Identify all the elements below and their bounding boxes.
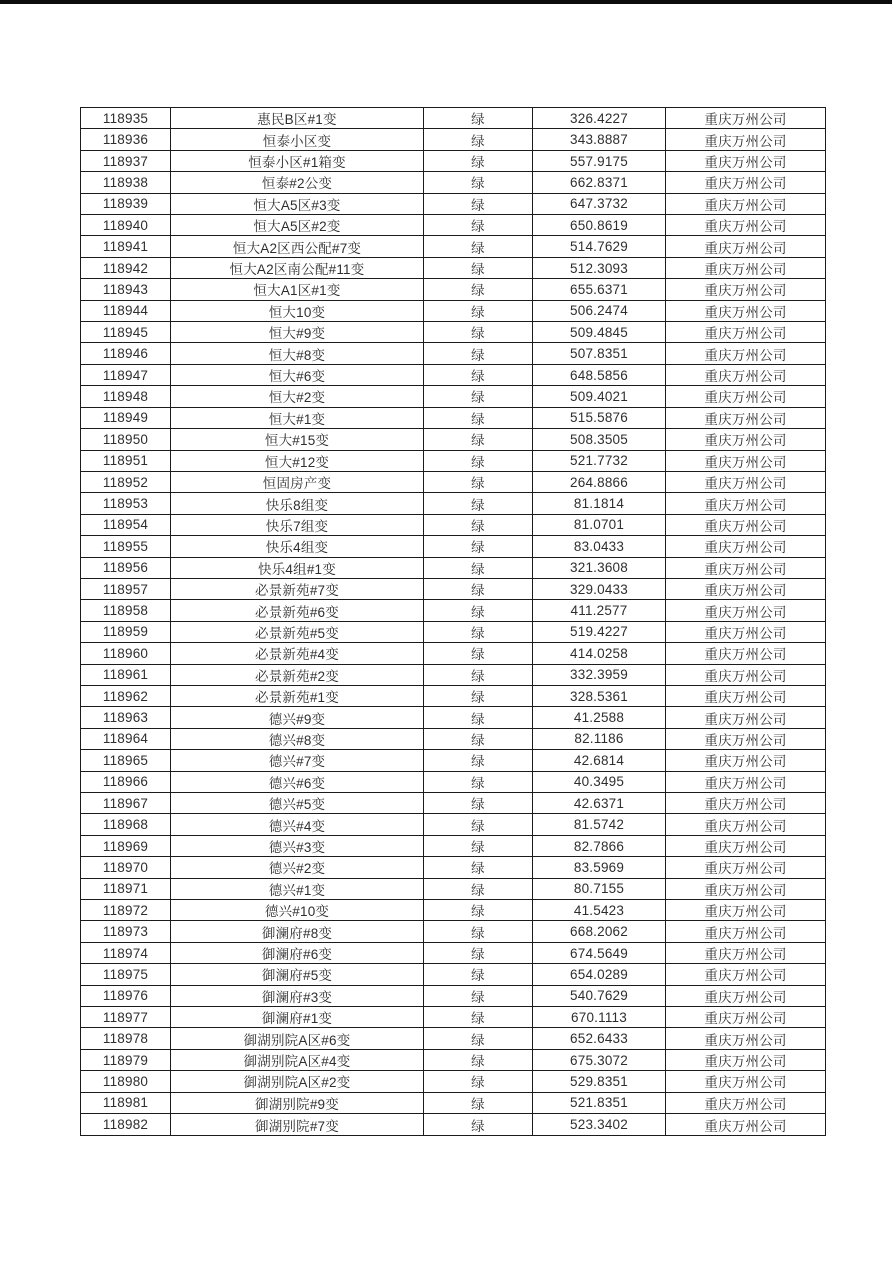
cell-value: 540.7629 (533, 985, 666, 1006)
table-row (81, 193, 826, 214)
cell-id: 118963 (81, 707, 171, 728)
cell-company: 重庆万州公司 (666, 578, 826, 599)
cell-status: 绿 (424, 685, 533, 706)
cell-status: 绿 (424, 942, 533, 963)
cell-name: 恒固房产变 (171, 471, 424, 492)
cell-id: 118938 (81, 172, 171, 193)
table-row (81, 921, 826, 942)
cell-name: 恒泰小区变 (171, 129, 424, 150)
cell-value: 650.8619 (533, 215, 666, 236)
cell-name: 御湖别院A区#2变 (171, 1071, 424, 1092)
cell-id: 118935 (81, 108, 171, 129)
cell-id: 118965 (81, 750, 171, 771)
cell-status: 绿 (424, 707, 533, 728)
cell-id: 118941 (81, 236, 171, 257)
cell-company: 重庆万州公司 (666, 1071, 826, 1092)
table-row (81, 835, 826, 856)
cell-value: 521.7732 (533, 450, 666, 471)
cell-status: 绿 (424, 857, 533, 878)
cell-status: 绿 (424, 600, 533, 621)
cell-value: 652.6433 (533, 1028, 666, 1049)
cell-value: 411.2577 (533, 600, 666, 621)
cell-name: 恒大10变 (171, 300, 424, 321)
cell-id: 118971 (81, 878, 171, 899)
table-row (81, 364, 826, 385)
transformer-data-table (80, 107, 826, 1136)
cell-name: 御澜府#6变 (171, 942, 424, 963)
cell-value: 508.3505 (533, 429, 666, 450)
cell-id: 118960 (81, 643, 171, 664)
cell-company: 重庆万州公司 (666, 343, 826, 364)
cell-value: 647.3732 (533, 193, 666, 214)
cell-value: 655.6371 (533, 279, 666, 300)
cell-id: 118943 (81, 279, 171, 300)
cell-value: 515.5876 (533, 407, 666, 428)
cell-status: 绿 (424, 643, 533, 664)
cell-status: 绿 (424, 1049, 533, 1070)
cell-value: 523.3402 (533, 1114, 666, 1136)
table-row (81, 643, 826, 664)
cell-company: 重庆万州公司 (666, 364, 826, 385)
cell-value: 80.7155 (533, 878, 666, 899)
cell-status: 绿 (424, 985, 533, 1006)
cell-id: 118978 (81, 1028, 171, 1049)
cell-value: 321.3608 (533, 557, 666, 578)
cell-name: 德兴#9变 (171, 707, 424, 728)
cell-name: 德兴#2变 (171, 857, 424, 878)
cell-status: 绿 (424, 193, 533, 214)
cell-value: 83.5969 (533, 857, 666, 878)
cell-status: 绿 (424, 814, 533, 835)
cell-value: 529.8351 (533, 1071, 666, 1092)
cell-status: 绿 (424, 129, 533, 150)
cell-company: 重庆万州公司 (666, 193, 826, 214)
table-row (81, 685, 826, 706)
cell-id: 118951 (81, 450, 171, 471)
cell-company: 重庆万州公司 (666, 236, 826, 257)
table-row (81, 407, 826, 428)
cell-value: 41.5423 (533, 900, 666, 921)
table-row (81, 750, 826, 771)
cell-id: 118946 (81, 343, 171, 364)
cell-value: 332.3959 (533, 664, 666, 685)
cell-id: 118945 (81, 322, 171, 343)
cell-company: 重庆万州公司 (666, 257, 826, 278)
table-row (81, 300, 826, 321)
cell-id: 118939 (81, 193, 171, 214)
cell-company: 重庆万州公司 (666, 514, 826, 535)
cell-name: 恒大A2区西公配#7变 (171, 236, 424, 257)
cell-status: 绿 (424, 793, 533, 814)
cell-status: 绿 (424, 108, 533, 129)
table-row (81, 471, 826, 492)
cell-company: 重庆万州公司 (666, 215, 826, 236)
cell-status: 绿 (424, 407, 533, 428)
cell-value: 519.4227 (533, 621, 666, 642)
cell-status: 绿 (424, 450, 533, 471)
table-row (81, 514, 826, 535)
cell-name: 德兴#8变 (171, 728, 424, 749)
cell-name: 德兴#10变 (171, 900, 424, 921)
cell-name: 恒大#15变 (171, 429, 424, 450)
table-row (81, 279, 826, 300)
cell-id: 118976 (81, 985, 171, 1006)
cell-id: 118981 (81, 1092, 171, 1113)
table-row (81, 236, 826, 257)
cell-status: 绿 (424, 236, 533, 257)
table-row (81, 172, 826, 193)
cell-value: 512.3093 (533, 257, 666, 278)
cell-value: 82.7866 (533, 835, 666, 856)
cell-company: 重庆万州公司 (666, 621, 826, 642)
cell-id: 118957 (81, 578, 171, 599)
table-row (81, 429, 826, 450)
cell-status: 绿 (424, 835, 533, 856)
cell-name: 恒泰#2公变 (171, 172, 424, 193)
cell-name: 御湖别院A区#6变 (171, 1028, 424, 1049)
table-row (81, 493, 826, 514)
table-row (81, 728, 826, 749)
cell-id: 118944 (81, 300, 171, 321)
cell-value: 654.0289 (533, 964, 666, 985)
cell-id: 118937 (81, 150, 171, 171)
cell-company: 重庆万州公司 (666, 835, 826, 856)
cell-company: 重庆万州公司 (666, 1092, 826, 1113)
cell-name: 御澜府#1变 (171, 1007, 424, 1028)
cell-company: 重庆万州公司 (666, 964, 826, 985)
cell-company: 重庆万州公司 (666, 493, 826, 514)
cell-status: 绿 (424, 1007, 533, 1028)
cell-value: 329.0433 (533, 578, 666, 599)
table-row (81, 343, 826, 364)
cell-name: 惠民B区#1变 (171, 108, 424, 129)
cell-id: 118982 (81, 1114, 171, 1136)
cell-company: 重庆万州公司 (666, 1114, 826, 1136)
cell-status: 绿 (424, 172, 533, 193)
cell-status: 绿 (424, 900, 533, 921)
cell-status: 绿 (424, 536, 533, 557)
cell-company: 重庆万州公司 (666, 471, 826, 492)
cell-company: 重庆万州公司 (666, 643, 826, 664)
cell-value: 264.8866 (533, 471, 666, 492)
cell-value: 343.8887 (533, 129, 666, 150)
table-row (81, 386, 826, 407)
cell-status: 绿 (424, 878, 533, 899)
cell-id: 118942 (81, 257, 171, 278)
cell-company: 重庆万州公司 (666, 793, 826, 814)
cell-id: 118952 (81, 471, 171, 492)
cell-company: 重庆万州公司 (666, 322, 826, 343)
cell-id: 118936 (81, 129, 171, 150)
cell-status: 绿 (424, 150, 533, 171)
cell-value: 648.5856 (533, 364, 666, 385)
table-row (81, 450, 826, 471)
cell-status: 绿 (424, 300, 533, 321)
cell-status: 绿 (424, 621, 533, 642)
cell-status: 绿 (424, 557, 533, 578)
cell-company: 重庆万州公司 (666, 878, 826, 899)
cell-company: 重庆万州公司 (666, 942, 826, 963)
cell-company: 重庆万州公司 (666, 707, 826, 728)
cell-id: 118955 (81, 536, 171, 557)
cell-name: 恒大A5区#2变 (171, 215, 424, 236)
cell-company: 重庆万州公司 (666, 857, 826, 878)
cell-name: 御湖别院#9变 (171, 1092, 424, 1113)
table-row (81, 557, 826, 578)
cell-name: 恒大A2区南公配#11变 (171, 257, 424, 278)
cell-name: 快乐7组变 (171, 514, 424, 535)
cell-status: 绿 (424, 771, 533, 792)
cell-id: 118953 (81, 493, 171, 514)
table-row (81, 707, 826, 728)
table-row (81, 215, 826, 236)
cell-value: 83.0433 (533, 536, 666, 557)
cell-company: 重庆万州公司 (666, 536, 826, 557)
cell-company: 重庆万州公司 (666, 664, 826, 685)
table-row (81, 322, 826, 343)
cell-id: 118973 (81, 921, 171, 942)
table-row (81, 1071, 826, 1092)
table-row (81, 964, 826, 985)
table-row (81, 771, 826, 792)
cell-id: 118966 (81, 771, 171, 792)
cell-value: 506.2474 (533, 300, 666, 321)
cell-company: 重庆万州公司 (666, 750, 826, 771)
cell-name: 快乐4组#1变 (171, 557, 424, 578)
cell-name: 德兴#1变 (171, 878, 424, 899)
cell-value: 42.6814 (533, 750, 666, 771)
cell-id: 118962 (81, 685, 171, 706)
cell-status: 绿 (424, 1028, 533, 1049)
cell-company: 重庆万州公司 (666, 1028, 826, 1049)
table-row (81, 857, 826, 878)
cell-id: 118969 (81, 835, 171, 856)
table-row (81, 621, 826, 642)
cell-value: 509.4021 (533, 386, 666, 407)
cell-name: 恒大A5区#3变 (171, 193, 424, 214)
cell-name: 必景新苑#4变 (171, 643, 424, 664)
cell-value: 674.5649 (533, 942, 666, 963)
table-body (81, 108, 826, 1136)
cell-status: 绿 (424, 364, 533, 385)
cell-name: 恒大#9变 (171, 322, 424, 343)
cell-company: 重庆万州公司 (666, 921, 826, 942)
table-row (81, 814, 826, 835)
table-row (81, 257, 826, 278)
cell-id: 118974 (81, 942, 171, 963)
cell-name: 德兴#4变 (171, 814, 424, 835)
cell-id: 118954 (81, 514, 171, 535)
table-row (81, 942, 826, 963)
cell-name: 御湖别院#7变 (171, 1114, 424, 1136)
cell-status: 绿 (424, 514, 533, 535)
cell-status: 绿 (424, 964, 533, 985)
cell-id: 118947 (81, 364, 171, 385)
cell-value: 521.8351 (533, 1092, 666, 1113)
table-row (81, 536, 826, 557)
cell-id: 118940 (81, 215, 171, 236)
cell-company: 重庆万州公司 (666, 771, 826, 792)
cell-company: 重庆万州公司 (666, 450, 826, 471)
table-row (81, 1092, 826, 1113)
table-row (81, 1007, 826, 1028)
cell-value: 42.6371 (533, 793, 666, 814)
cell-company: 重庆万州公司 (666, 429, 826, 450)
cell-company: 重庆万州公司 (666, 150, 826, 171)
cell-value: 509.4845 (533, 322, 666, 343)
cell-status: 绿 (424, 1092, 533, 1113)
cell-company: 重庆万州公司 (666, 600, 826, 621)
cell-value: 40.3495 (533, 771, 666, 792)
table-row (81, 1028, 826, 1049)
cell-company: 重庆万州公司 (666, 985, 826, 1006)
cell-id: 118967 (81, 793, 171, 814)
cell-name: 恒大A1区#1变 (171, 279, 424, 300)
cell-value: 507.8351 (533, 343, 666, 364)
cell-name: 御湖别院A区#4变 (171, 1049, 424, 1070)
cell-status: 绿 (424, 279, 533, 300)
cell-name: 御澜府#8变 (171, 921, 424, 942)
cell-id: 118949 (81, 407, 171, 428)
cell-name: 快乐4组变 (171, 536, 424, 557)
cell-status: 绿 (424, 343, 533, 364)
window-top-bar (0, 0, 892, 4)
cell-status: 绿 (424, 215, 533, 236)
cell-status: 绿 (424, 921, 533, 942)
table-row (81, 129, 826, 150)
cell-id: 118959 (81, 621, 171, 642)
cell-name: 御澜府#5变 (171, 964, 424, 985)
cell-company: 重庆万州公司 (666, 1007, 826, 1028)
cell-id: 118958 (81, 600, 171, 621)
cell-value: 326.4227 (533, 108, 666, 129)
cell-name: 必景新苑#1变 (171, 685, 424, 706)
cell-status: 绿 (424, 1071, 533, 1092)
cell-id: 118979 (81, 1049, 171, 1070)
table-row (81, 108, 826, 129)
cell-status: 绿 (424, 578, 533, 599)
cell-id: 118964 (81, 728, 171, 749)
table-row (81, 900, 826, 921)
cell-name: 德兴#6变 (171, 771, 424, 792)
cell-value: 41.2588 (533, 707, 666, 728)
cell-id: 118956 (81, 557, 171, 578)
cell-name: 必景新苑#7变 (171, 578, 424, 599)
cell-id: 118975 (81, 964, 171, 985)
cell-id: 118970 (81, 857, 171, 878)
cell-name: 恒大#8变 (171, 343, 424, 364)
table-row (81, 878, 826, 899)
table-row (81, 578, 826, 599)
cell-name: 必景新苑#2变 (171, 664, 424, 685)
cell-company: 重庆万州公司 (666, 685, 826, 706)
cell-status: 绿 (424, 429, 533, 450)
cell-name: 恒大#12变 (171, 450, 424, 471)
cell-name: 德兴#3变 (171, 835, 424, 856)
cell-value: 668.2062 (533, 921, 666, 942)
cell-name: 德兴#7变 (171, 750, 424, 771)
cell-value: 514.7629 (533, 236, 666, 257)
table-row (81, 600, 826, 621)
cell-status: 绿 (424, 750, 533, 771)
cell-status: 绿 (424, 493, 533, 514)
table-row (81, 985, 826, 1006)
cell-name: 快乐8组变 (171, 493, 424, 514)
cell-company: 重庆万州公司 (666, 900, 826, 921)
cell-value: 82.1186 (533, 728, 666, 749)
cell-status: 绿 (424, 728, 533, 749)
cell-status: 绿 (424, 257, 533, 278)
cell-name: 必景新苑#6变 (171, 600, 424, 621)
cell-company: 重庆万州公司 (666, 279, 826, 300)
cell-value: 81.5742 (533, 814, 666, 835)
cell-id: 118972 (81, 900, 171, 921)
cell-status: 绿 (424, 322, 533, 343)
cell-name: 恒大#6变 (171, 364, 424, 385)
cell-value: 414.0258 (533, 643, 666, 664)
cell-company: 重庆万州公司 (666, 386, 826, 407)
cell-company: 重庆万州公司 (666, 557, 826, 578)
cell-value: 328.5361 (533, 685, 666, 706)
table-row (81, 1049, 826, 1070)
cell-name: 御澜府#3变 (171, 985, 424, 1006)
cell-status: 绿 (424, 471, 533, 492)
cell-company: 重庆万州公司 (666, 407, 826, 428)
cell-id: 118977 (81, 1007, 171, 1028)
cell-company: 重庆万州公司 (666, 129, 826, 150)
table-row (81, 1114, 826, 1136)
cell-id: 118968 (81, 814, 171, 835)
cell-id: 118961 (81, 664, 171, 685)
cell-status: 绿 (424, 664, 533, 685)
cell-company: 重庆万州公司 (666, 728, 826, 749)
table-row (81, 664, 826, 685)
cell-value: 81.1814 (533, 493, 666, 514)
cell-id: 118950 (81, 429, 171, 450)
cell-company: 重庆万州公司 (666, 1049, 826, 1070)
cell-value: 675.3072 (533, 1049, 666, 1070)
cell-status: 绿 (424, 386, 533, 407)
cell-company: 重庆万州公司 (666, 814, 826, 835)
table-row (81, 793, 826, 814)
cell-name: 恒大#2变 (171, 386, 424, 407)
cell-id: 118980 (81, 1071, 171, 1092)
cell-company: 重庆万州公司 (666, 172, 826, 193)
cell-value: 81.0701 (533, 514, 666, 535)
cell-name: 恒大#1变 (171, 407, 424, 428)
cell-value: 670.1113 (533, 1007, 666, 1028)
cell-company: 重庆万州公司 (666, 108, 826, 129)
table-row (81, 150, 826, 171)
cell-name: 恒泰小区#1箱变 (171, 150, 424, 171)
cell-value: 662.8371 (533, 172, 666, 193)
cell-company: 重庆万州公司 (666, 300, 826, 321)
cell-name: 德兴#5变 (171, 793, 424, 814)
cell-name: 必景新苑#5变 (171, 621, 424, 642)
cell-status: 绿 (424, 1114, 533, 1136)
cell-value: 557.9175 (533, 150, 666, 171)
cell-id: 118948 (81, 386, 171, 407)
